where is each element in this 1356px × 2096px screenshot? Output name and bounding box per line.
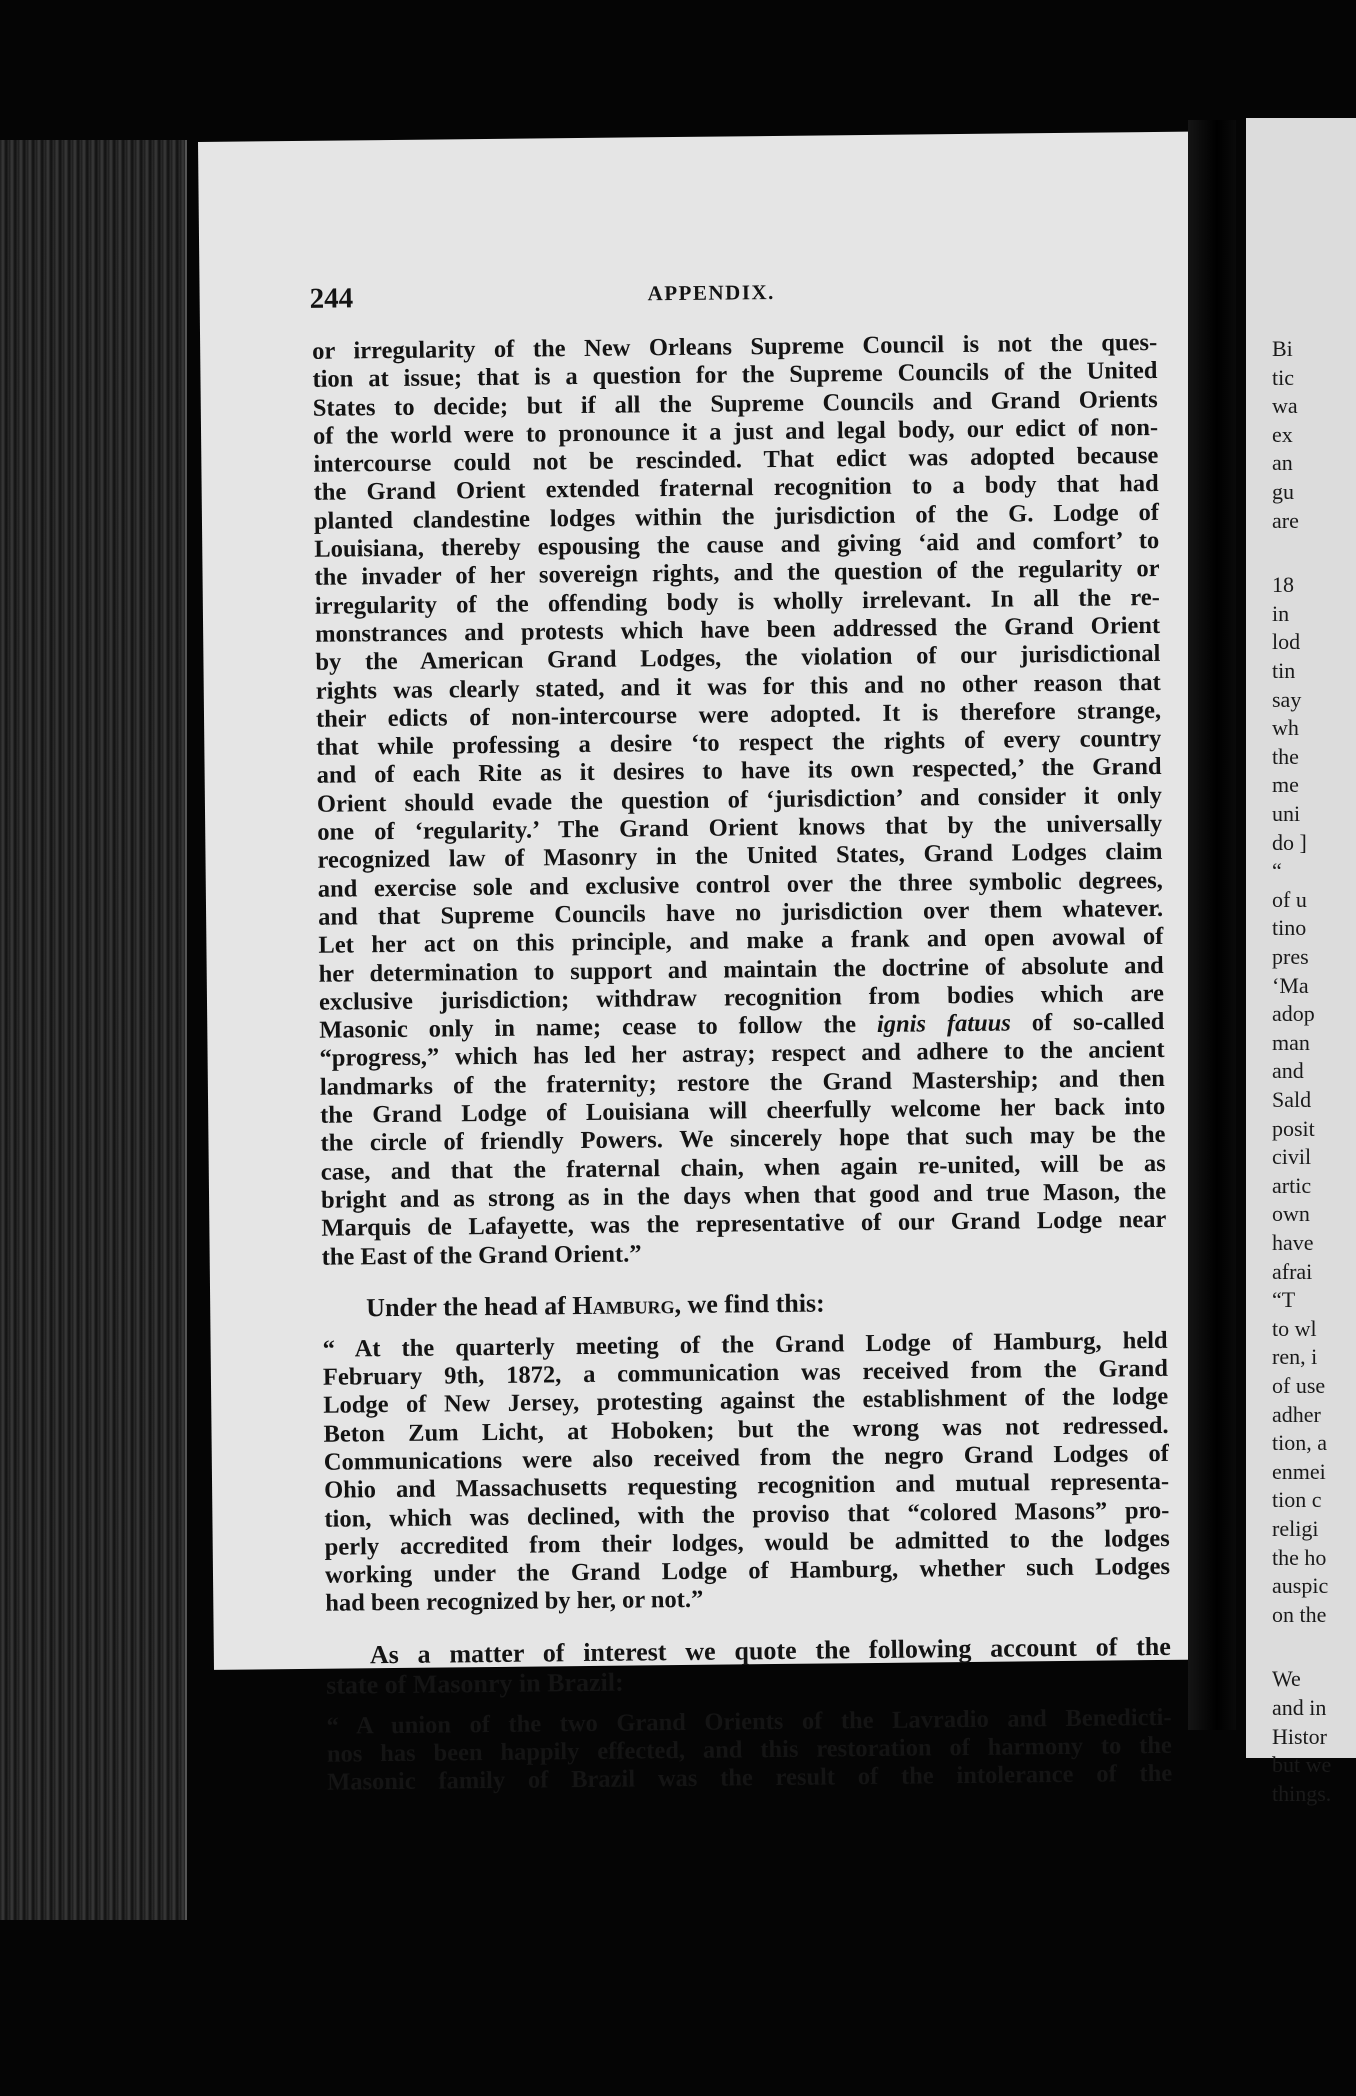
text-line: or irregularity of the New Orleans Supreme Council is not the ques- xyxy=(312,328,1158,365)
facing-page-text-fragment: have xyxy=(1272,1230,1314,1255)
text-line: bright and as strong as in the days when that good and true Mason, the xyxy=(320,1177,1167,1214)
text-fragment: Under the head af xyxy=(366,1290,573,1323)
text-line: the Grand Orient extended fraternal recognition to a body that had xyxy=(313,470,1159,507)
text-fragment: Masonic only in name; cease to follow the xyxy=(319,1011,878,1044)
facing-page-text-fragment: Bi xyxy=(1272,336,1293,361)
facing-page-text-fragment: ex xyxy=(1272,421,1293,447)
text-line: February 9th, 1872, a communication was received from the Grand xyxy=(322,1355,1169,1391)
facing-page-text-fragment: adop xyxy=(1272,1001,1315,1027)
text-line: monstrances and protests which have been addressed the Grand Orient xyxy=(315,611,1161,648)
text-line: tion at issue; that is a question for the Supreme Councils of the United xyxy=(312,357,1158,394)
facing-page-text-fragment: are xyxy=(1272,507,1299,533)
text-line: and exercise sole and exclusive control over the three symbolic degrees, xyxy=(317,866,1163,903)
facing-page-text-fragment: on the xyxy=(1272,1601,1327,1627)
text-line: “progress,” which has led her astray; respect and adhere to the ancient xyxy=(319,1036,1165,1073)
paragraph-new-orleans-quote xyxy=(312,329,1167,1272)
italic-phrase: ignis fatuus xyxy=(876,1009,1012,1039)
text-line: had been recognized by her, or not.” xyxy=(325,1586,704,1618)
facing-page-text-fragment: We xyxy=(1272,1666,1301,1692)
text-line: of the world were to pronounce it a just and legal body, our edict of non- xyxy=(312,413,1159,450)
facing-page-text-fragment: tion c xyxy=(1272,1487,1322,1513)
page-header xyxy=(309,274,1139,323)
text-line: exclusive jurisdiction; withdraw recognition from bodies which are xyxy=(318,979,1165,1016)
text-line: that while professing a desire ‘to respect the rights of every country xyxy=(316,725,1162,761)
text-line: one of ‘regularity.’ The Grand Orient knows that by the universally xyxy=(317,809,1163,846)
text-line: perly accredited from their lodges, would be admitted to the lodges xyxy=(324,1524,1170,1561)
facing-page-text-fragment: ren, i xyxy=(1272,1344,1318,1370)
facing-page-text-fragment: uni xyxy=(1272,801,1301,826)
facing-page-text-fragment: artic xyxy=(1272,1172,1312,1198)
text-line: Beton Zum Licht, at Hoboken; but the wrong was not redressed. xyxy=(323,1411,1169,1448)
text-line: irregularity of the offending body is wholly irrelevant. In all the re- xyxy=(314,583,1160,620)
facing-page-text-fragment: do ] xyxy=(1272,829,1307,855)
facing-page-text-fragment: and in xyxy=(1272,1695,1327,1720)
facing-page-text-fragment: in xyxy=(1272,600,1290,626)
facing-page-text-fragment: the xyxy=(1272,743,1299,769)
text-line: As a matter of interest we quote the following account of the xyxy=(369,1631,1171,1670)
text-line: Lodge of New Jersey, protesting against the establishment of the lodge xyxy=(323,1383,1169,1420)
brazil-quote xyxy=(326,1704,1172,1798)
text-line: the circle of friendly Powers. We sincerely hope that such may be the xyxy=(320,1121,1166,1158)
text-line: their edicts of non-intercourse were adopted. It is therefore strange, xyxy=(315,696,1162,733)
hamburg-quote xyxy=(323,1327,1171,1619)
text-line: Communications were also received from the negro Grand Lodges of xyxy=(323,1439,1169,1476)
page-number: 244 xyxy=(309,282,354,315)
facing-page-text-fragment: religi xyxy=(1272,1516,1319,1541)
facing-page-text-fragment: tic xyxy=(1272,364,1294,390)
facing-page-text-fragment: adher xyxy=(1272,1401,1321,1427)
text-line: the Grand Lodge of Louisiana will cheerfully welcome her back into xyxy=(320,1092,1166,1129)
text-line: working under the Grand Lodge of Hamburg, whether such Lodges xyxy=(324,1553,1171,1589)
facing-page-text-fragment: gu xyxy=(1272,479,1294,504)
text-line: Orient should evade the question of ‘jurisdiction’ and consider it only xyxy=(316,781,1163,818)
facing-page-text-fragment: say xyxy=(1272,686,1302,712)
facing-page-text-fragment: civil xyxy=(1272,1144,1312,1170)
hamburg-intro xyxy=(322,1285,1167,1324)
book-binding-edge xyxy=(0,140,187,1920)
facing-page-text-fragment: own xyxy=(1272,1201,1310,1227)
text-line: landmarks of the fraternity; restore the Grand Mastership; and then xyxy=(319,1064,1165,1101)
facing-page-text-fragment: wa xyxy=(1272,393,1298,419)
text-line: case, and that the fraternal chain, when again re-united, will be as xyxy=(320,1149,1166,1186)
text-line: States to decide; but if all the Supreme Councils and Grand Orients xyxy=(312,385,1158,422)
text-line: by the American Grand Lodges, the violation of our jurisdictional xyxy=(315,640,1161,677)
text-line: nos has been happily effected, and this restoration of harmony to the xyxy=(326,1731,1172,1768)
text-line: “ At the quarterly meeting of the Grand Lodge of Hamburg, held xyxy=(322,1326,1168,1363)
text-line: state of Masonry in Brazil: xyxy=(326,1667,624,1700)
facing-page-text-fragment: afrai xyxy=(1272,1258,1313,1284)
facing-page-text-fragment: the ho xyxy=(1272,1544,1327,1570)
facing-page-text-fragment: tino xyxy=(1272,915,1307,941)
facing-page-text-fragment: auspic xyxy=(1272,1573,1329,1599)
facing-page-text-fragment: to wl xyxy=(1272,1315,1317,1341)
text-fragment: of so-called xyxy=(1010,1008,1165,1037)
text-line: Marquis de Lafayette, was the representative of our Grand Lodge near xyxy=(321,1206,1167,1242)
facing-page-text-fragment: lod xyxy=(1272,629,1301,655)
facing-page-text-fragment: “T xyxy=(1272,1287,1296,1313)
page-gutter xyxy=(1188,120,1236,1730)
facing-page-text-fragment: man xyxy=(1272,1029,1310,1055)
facing-page-text-fragment: enmei xyxy=(1272,1458,1326,1484)
facing-page-text-fragment: posit xyxy=(1272,1115,1315,1141)
facing-page-text-fragment: tin xyxy=(1272,658,1296,683)
facing-page-text-fragment: Sald xyxy=(1272,1087,1312,1112)
facing-page-text-fragment: of u xyxy=(1272,886,1307,912)
text-line: Louisiana, thereby espousing the cause and giving ‘aid and comfort’ to xyxy=(314,527,1160,563)
facing-page-text-fragment: me xyxy=(1272,772,1299,798)
facing-page-text-fragment: and xyxy=(1272,1058,1304,1084)
facing-page-text-fragment: pres xyxy=(1272,944,1309,969)
facing-page-edge xyxy=(1246,118,1356,1806)
facing-page-text-fragment: things. xyxy=(1272,1780,1332,1806)
running-head: APPENDIX. xyxy=(647,279,775,306)
facing-page-text-fragment: ‘Ma xyxy=(1272,972,1309,998)
text-line: Ohio and Massachusetts requesting recognition and mutual representa- xyxy=(323,1468,1170,1505)
book-page xyxy=(198,132,1214,1797)
hamburg-heading: Hamburg xyxy=(572,1289,675,1320)
text-line: her determination to support and maintain the doctrine of absolute and xyxy=(318,951,1164,988)
text-line: intercourse could not be rescinded. That edict was adopted because xyxy=(313,442,1159,478)
text-fragment: , we find this: xyxy=(674,1288,825,1319)
text-line: recognized law of Masonry in the United States, Grand Lodges claim xyxy=(317,838,1163,875)
text-line: and that Supreme Councils have no jurisdiction over them whatever. xyxy=(317,894,1164,931)
text-line: tion, which was declined, with the proviso that “colored Masons” pro- xyxy=(324,1496,1170,1533)
text-line: Masonic family of Brazil was the result of the intolerance of the xyxy=(327,1760,1173,1797)
page-body xyxy=(312,329,1172,1797)
facing-page-text-fragment: of use xyxy=(1272,1373,1326,1398)
brazil-intro xyxy=(326,1632,1172,1701)
facing-page-text-fragment: Histor xyxy=(1272,1723,1327,1749)
text-line: Let her act on this principle, and make a frank and open avowal of xyxy=(318,923,1164,960)
facing-page-text-fragment: wh xyxy=(1272,715,1299,741)
text-line: rights was clearly stated, and it was for this and no other reason that xyxy=(315,668,1161,705)
facing-page-text-fragment: but we xyxy=(1272,1752,1332,1778)
text-line: planted clandestine lodges within the jurisdiction of the G. Lodge of xyxy=(313,498,1160,535)
facing-page-text-fragment: 18 xyxy=(1272,572,1294,598)
facing-page-text-fragment: tion, a xyxy=(1272,1430,1327,1456)
facing-page-text-fragment: an xyxy=(1272,450,1293,476)
text-line: “ A union of the two Grand Orients of the Lavradio and Benedicti- xyxy=(326,1703,1172,1740)
facing-page-text-fragment: “ xyxy=(1272,858,1282,884)
text-line: the East of the Grand Orient.” xyxy=(321,1239,642,1271)
text-line: the invader of her sovereign rights, and the question of the regularity or xyxy=(314,555,1160,592)
text-line: and of each Rite as it desires to have its own respected,’ the Grand xyxy=(316,753,1162,790)
